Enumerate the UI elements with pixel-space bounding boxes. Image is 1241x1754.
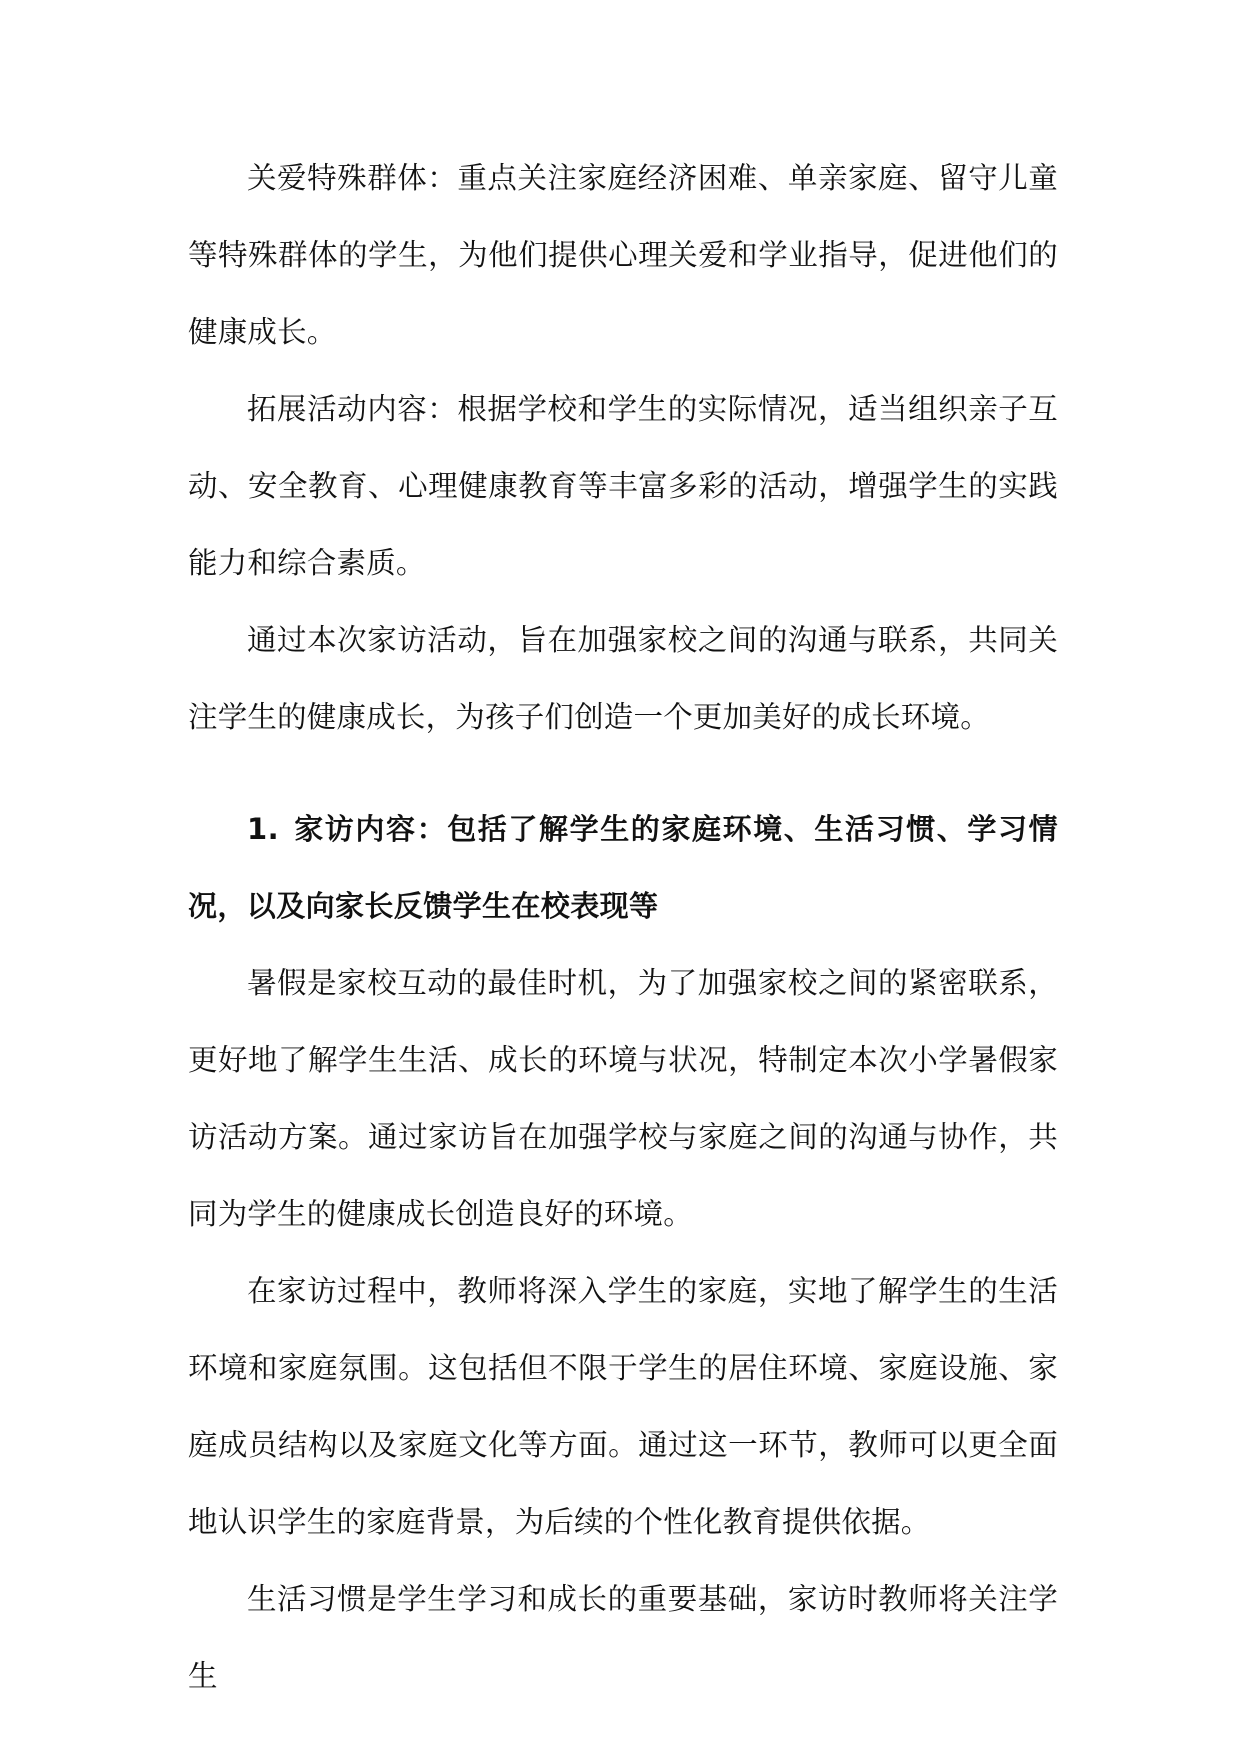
paragraph-home-visit-purpose: 通过本次家访活动，旨在加强家校之间的沟通与联系，共同关注学生的健康成长，为孩子们创造一个更加美好的成长环境。 — [188, 623, 1058, 734]
section-heading — [188, 791, 1058, 945]
section-heading-number: 1. — [247, 812, 279, 846]
section-heading-text: 家访内容：包括了解学生的家庭环境、生活习惯、学习情况，以及向家长反馈学生在校表现等 — [188, 812, 1058, 923]
paragraph-living-habits: 生活习惯是学生学习和成长的重要基础，家访时教师将关注学生 — [188, 1582, 1058, 1693]
paragraph-special-groups: 关爱特殊群体：重点关注家庭经济困难、单亲家庭、留守儿童等特殊群体的学生，为他们提供心理关爱和学业指导，促进他们的健康成长。 — [188, 161, 1058, 349]
paragraph-home-environment: 在家访过程中，教师将深入学生的家庭，实地了解学生的生活环境和家庭氛围。这包括但不限于学生的居住环境、家庭设施、家庭成员结构以及家庭文化等方面。通过这一环节，教师可以更全面地认识学生的家庭背景，为后续的个性化教育提供依据。 — [188, 1274, 1058, 1539]
document-body — [188, 140, 1058, 1715]
paragraph-extended-activities: 拓展活动内容：根据学校和学生的实际情况，适当组织亲子互动、安全教育、心理健康教育等丰富多彩的活动，增强学生的实践能力和综合素质。 — [188, 392, 1058, 580]
paragraph-summer-visit-plan: 暑假是家校互动的最佳时机，为了加强家校之间的紧密联系，更好地了解学生生活、成长的环境与状况，特制定本次小学暑假家访活动方案。通过家访旨在加强学校与家庭之间的沟通与协作，共同为学生的健康成长创造良好的环境。 — [188, 966, 1058, 1231]
